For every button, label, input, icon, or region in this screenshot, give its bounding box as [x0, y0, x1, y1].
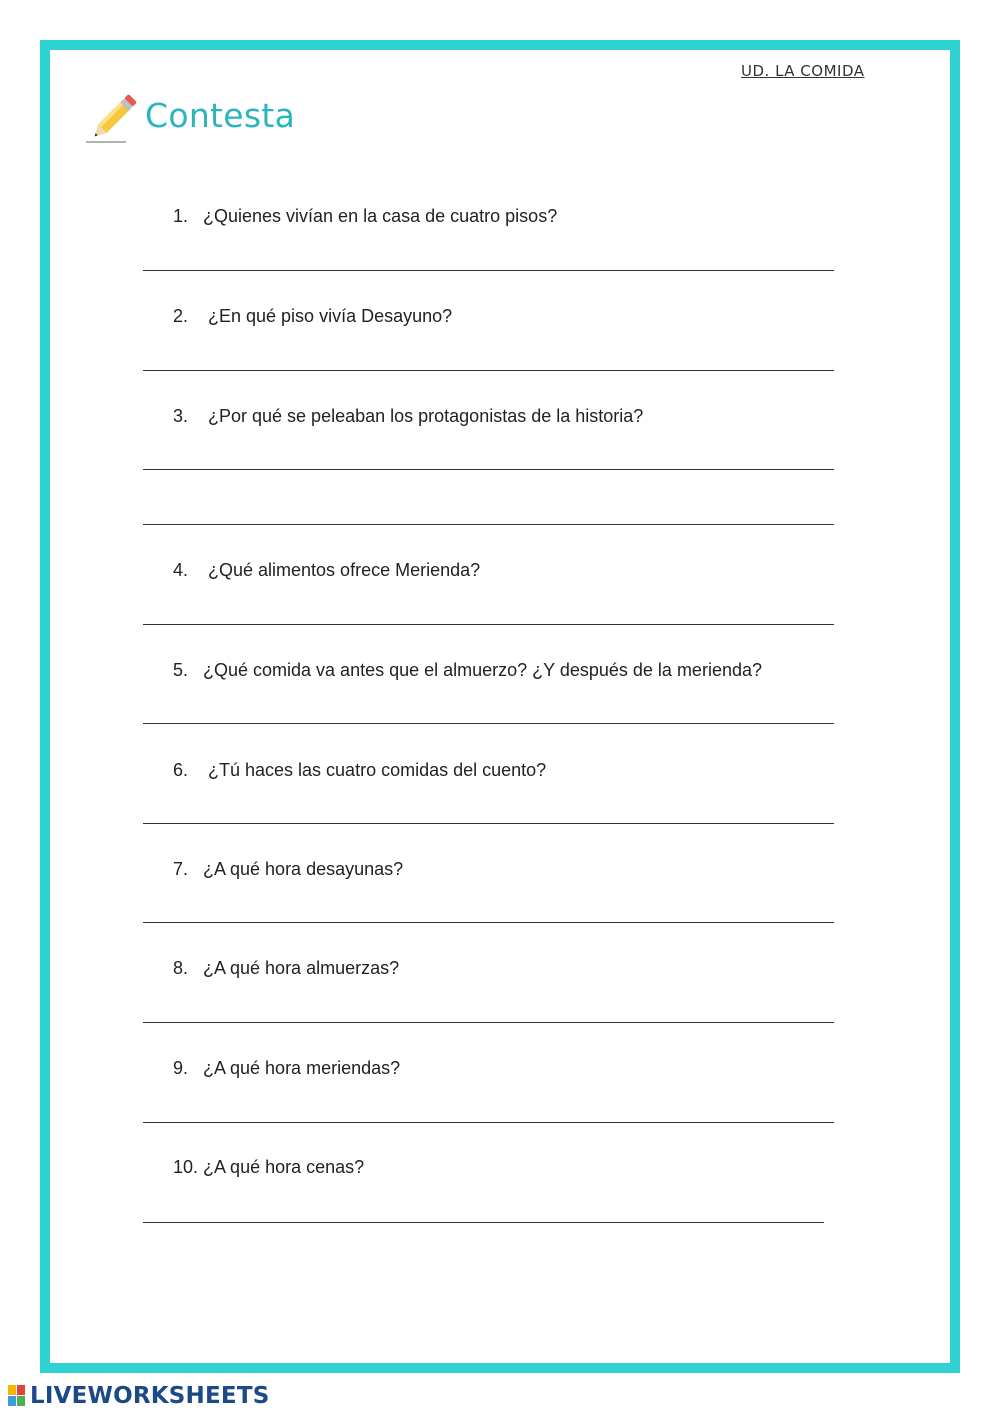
question-text: ¿En qué piso vivía Desayuno?: [203, 306, 453, 326]
answer-line-5[interactable]: [143, 723, 834, 724]
answer-line-6[interactable]: [143, 823, 834, 824]
question-number: 5.: [173, 660, 189, 680]
pencil-icon: [84, 90, 142, 146]
question-number: 9.: [173, 1058, 189, 1078]
question-number: 1.: [173, 206, 189, 226]
question-text: ¿A qué hora almuerzas?: [203, 958, 400, 978]
question-10: [173, 1157, 364, 1178]
question-number: 3.: [173, 406, 189, 426]
question-number: 7.: [173, 859, 189, 879]
question-text: ¿A qué hora desayunas?: [203, 859, 404, 879]
question-9: [173, 1058, 400, 1079]
question-number: 6.: [173, 760, 189, 780]
question-number: 10.: [173, 1157, 199, 1177]
question-text: ¿Por qué se peleaban los protagonistas de la historia?: [203, 406, 644, 426]
liveworksheets-logo-icon: [8, 1385, 26, 1407]
question-text: ¿Qué alimentos ofrece Merienda?: [203, 560, 481, 580]
answer-line-10[interactable]: [143, 1222, 824, 1223]
answer-line-1[interactable]: [143, 270, 834, 271]
question-7: [173, 859, 403, 880]
unit-label: UD. LA COMIDA: [741, 62, 865, 80]
question-1: [173, 206, 557, 227]
question-5: [173, 660, 762, 681]
footer-brand[interactable]: [8, 1383, 269, 1409]
question-number: 8.: [173, 958, 189, 978]
brand-name: LIVEWORKSHEETS: [30, 1383, 270, 1409]
question-4: [173, 560, 480, 581]
question-number: 4.: [173, 560, 189, 580]
question-8: [173, 958, 399, 979]
answer-line-8[interactable]: [143, 1022, 834, 1023]
answer-line-3a[interactable]: [143, 469, 834, 470]
answer-line-9[interactable]: [143, 1122, 834, 1123]
answer-line-3b[interactable]: [143, 524, 834, 525]
answer-line-2[interactable]: [143, 370, 834, 371]
question-2: [173, 306, 452, 327]
question-text: ¿Tú haces las cuatro comidas del cuento?: [203, 760, 547, 780]
question-text: ¿Quienes vivían en la casa de cuatro pisos?: [203, 206, 558, 226]
question-text: ¿A qué hora cenas?: [203, 1157, 365, 1177]
answer-line-7[interactable]: [143, 922, 834, 923]
answer-line-4[interactable]: [143, 624, 834, 625]
question-text: ¿Qué comida va antes que el almuerzo? ¿Y después de la merienda?: [203, 660, 762, 680]
question-text: ¿A qué hora meriendas?: [203, 1058, 401, 1078]
question-number: 2.: [173, 306, 189, 326]
question-6: [173, 760, 546, 781]
page-title: Contesta: [145, 96, 296, 135]
question-3: [173, 406, 643, 427]
